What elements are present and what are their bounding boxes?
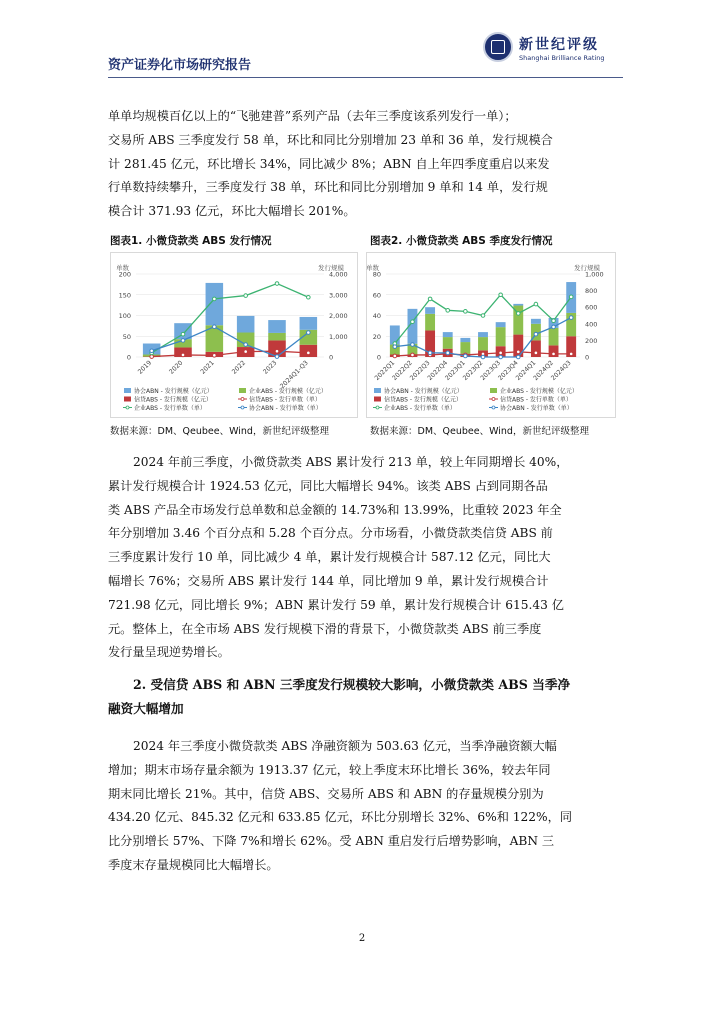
figure1-chart-svg [110, 252, 358, 418]
series-point [411, 343, 415, 347]
series-point [499, 293, 503, 297]
bar [174, 323, 192, 339]
legend-swatch [376, 406, 379, 409]
series-point [552, 319, 556, 323]
legend-label: 协会ABN - 发行单数（单） [500, 405, 573, 412]
paragraph-net-financing [108, 735, 623, 878]
bar [206, 283, 224, 325]
bar [268, 333, 286, 340]
y-axis-label: 单数 [366, 264, 379, 272]
series-point [213, 354, 217, 358]
legend-swatch [374, 397, 381, 402]
legend-swatch [490, 388, 497, 393]
text-line: 期末同比增长 21%。其中，信贷 ABS、交易所 ABS 和 ABN 的存量规模分别为 [108, 786, 544, 801]
series-point [307, 295, 311, 299]
series-point [446, 309, 450, 313]
x-tick-label: 2022Q4 [426, 359, 450, 383]
text-line: 三季度累计发行 10 单，同比减少 4 单，累计发行规模合计 587.12 亿元，同比大 [108, 550, 551, 565]
legend-label: 企业ABS - 发行单数（单） [384, 405, 456, 412]
y-tick-label: 60 [372, 291, 381, 300]
y2-tick-label: 4,000 [329, 270, 348, 279]
text-line: 单单均规模百亿以上的“飞驰建普”系列产品（去年三季度该系列发行一单）； [108, 109, 517, 123]
x-tick-label: 2019 [136, 359, 154, 376]
y2-tick-label: 3,000 [329, 291, 348, 300]
text-line: 幅增长 76%；交易所 ABS 累计发行 144 单，同比增加 9 单，累计发行规模合计 [108, 573, 549, 588]
text-line: 增加；期末市场存量余额为 1913.37 亿元，较上季度末环比增长 36%，较去年同 [108, 762, 551, 777]
series-point [569, 316, 573, 320]
series-point [411, 353, 415, 357]
legend-label: 信贷ABS - 发行规模（亿元） [134, 396, 212, 404]
y-tick-label: 80 [372, 270, 381, 279]
x-tick-label: 2024Q1-Q3 [279, 359, 310, 391]
x-tick-label: 2024Q2 [532, 359, 555, 383]
x-tick-label: 2024Q3 [549, 359, 573, 383]
text-line: 比分别增长 57%、下降 7%和增长 62%。受 ABN 重启发行后增势影响，ABN 三 [108, 834, 555, 849]
legend-label: 信贷ABS - 发行单数（单） [249, 396, 321, 404]
text-line: 2024 年三季度小微贷款类 ABS 净融资额为 503.63 亿元，当季净融资额大幅 [133, 739, 557, 753]
bar [478, 332, 488, 337]
text-line: 434.20 亿元、845.32 亿元和 633.85 亿元，环比分别增长 32%、6%和 122%，同 [108, 810, 573, 825]
y2-tick-label: 200 [585, 336, 598, 345]
report-title: 资产证券化市场研究报告 [108, 58, 252, 73]
series-point [481, 314, 485, 318]
bar [496, 327, 506, 346]
x-tick-label: 2023Q2 [461, 359, 485, 383]
series-point [393, 354, 397, 358]
x-tick-label: 2022Q1 [373, 359, 397, 383]
y2-axis-label: 发行规模 [574, 264, 600, 272]
legend-swatch [241, 406, 244, 409]
series-point [428, 351, 432, 355]
logo-english-name: Shanghai Brilliance Rating [519, 54, 605, 62]
page-number: 2 [358, 933, 366, 944]
figure2-chart [366, 252, 616, 418]
y2-axis-label: 发行规模 [318, 264, 344, 272]
bar [496, 322, 506, 327]
y-tick-label: 20 [372, 332, 381, 341]
bar [513, 304, 523, 306]
x-tick-label: 2023 [262, 359, 279, 376]
series-point [428, 297, 432, 301]
text-line: 模合计 371.93 亿元，环比大幅增长 201%。 [108, 204, 356, 219]
series-point [307, 351, 311, 355]
series-point [516, 350, 520, 354]
series-point [411, 320, 415, 324]
page-header [108, 30, 623, 76]
figure2-chart-svg [366, 252, 616, 418]
x-tick-label: 2023Q1 [444, 359, 467, 383]
x-tick-label: 2022Q2 [391, 359, 414, 383]
bar [549, 328, 559, 345]
logo-emblem-icon [483, 32, 513, 62]
y-tick-label: 100 [118, 312, 131, 320]
y-tick-label: 40 [372, 312, 381, 320]
series-point [552, 352, 556, 356]
bar [237, 316, 255, 333]
bar [300, 317, 318, 330]
y2-tick-label: 600 [585, 303, 598, 312]
text-line: 行单数持续攀升，三季度发行 38 单，环比和同比分别增加 9 单和 14 单，发行规 [108, 180, 548, 195]
series-point [534, 351, 538, 355]
bar [425, 307, 435, 314]
y2-tick-label: 1,000 [329, 332, 348, 341]
series-point [244, 343, 248, 347]
legend-swatch [492, 406, 495, 409]
series-point [275, 282, 279, 286]
series-point [393, 345, 397, 349]
text-line: 2024 年前三季度，小微贷款类 ABS 累计发行 213 单，较上年同期增长 40%， [133, 455, 569, 469]
series-point [244, 294, 248, 298]
legend-swatch [374, 388, 381, 393]
bar [460, 342, 470, 354]
figure2-source: 数据来源：DM、Qeubee、Wind，新世纪评级整理 [370, 426, 589, 437]
y-tick-label: 0 [126, 353, 131, 362]
y2-tick-label: 0 [585, 353, 590, 362]
bar [443, 332, 453, 337]
legend-label: 企业ABS - 发行规模（亿元） [500, 388, 578, 395]
series-point [534, 332, 538, 336]
y2-tick-label: 1,000 [585, 270, 604, 279]
series-point [569, 295, 573, 299]
section-heading-line: 融资大幅增加 [108, 701, 184, 716]
bar [268, 320, 286, 333]
legend-label: 协会ABN - 发行单数（单） [249, 405, 322, 412]
x-tick-label: 2023Q3 [479, 359, 503, 383]
series-point [534, 302, 538, 306]
series-point [499, 355, 503, 359]
y-axis-label: 单数 [116, 264, 129, 272]
series-point [552, 325, 556, 329]
y2-tick-label: 2,000 [329, 312, 348, 320]
legend-label: 企业ABS - 发行单数（单） [134, 405, 206, 412]
series-point [275, 355, 279, 359]
figure1-chart [110, 252, 358, 418]
bar [425, 314, 435, 331]
figure1-title: 图表1. 小微贷款类 ABS 发行情况 [110, 235, 272, 247]
figure2-title: 图表2. 小微贷款类 ABS 季度发行情况 [370, 235, 553, 247]
series-point [275, 349, 279, 353]
text-line: 年分别增加 3.46 个百分点和 5.28 个百分点。分市场看，小微贷款类信贷 ABS 前 [108, 526, 553, 541]
y2-tick-label: 800 [585, 287, 598, 296]
text-line: 交易所 ABS 三季度发行 58 单，环比和同比分别增加 23 单和 36 单，发行规模合 [108, 132, 553, 147]
series-point [181, 332, 185, 336]
series-point [307, 331, 311, 335]
legend-swatch [126, 406, 129, 409]
text-line: 类 ABS 产品全市场发行总单数和总金额的 14.73%和 13.99%，比重较 2023 年全 [108, 502, 562, 517]
legend-label: 企业ABS - 发行规模（亿元） [249, 388, 327, 395]
series-point [213, 297, 217, 301]
y2-tick-label: 400 [585, 320, 598, 329]
series-point [213, 325, 217, 329]
bar [460, 338, 470, 342]
legend-swatch [124, 388, 131, 393]
legend-swatch [492, 398, 495, 401]
series-point [464, 354, 468, 358]
y-tick-label: 200 [118, 270, 131, 279]
header-divider [108, 77, 623, 78]
logo-chinese-name: 新世纪评级 [519, 37, 599, 53]
section-heading [108, 673, 623, 721]
y-tick-label: 0 [376, 353, 381, 362]
series-point [150, 355, 154, 359]
y-tick-label: 50 [122, 332, 131, 341]
text-line: 721.98 亿元，同比增长 9%；ABN 累计发行 59 单，累计发行规模合计 615.43 亿 [108, 597, 564, 612]
y2-tick-label: 0 [329, 353, 334, 362]
intro-paragraph [108, 105, 623, 224]
figure1-source: 数据来源：DM、Qeubee、Wind，新世纪评级整理 [110, 426, 329, 437]
x-tick-label: 2022Q3 [408, 359, 432, 383]
series-point [481, 355, 485, 359]
series-point [464, 310, 468, 314]
series-point [516, 312, 520, 316]
legend-label: 信贷ABS - 发行单数（单） [500, 396, 572, 404]
section-heading-line: 2. 受信贷 ABS 和 ABN 三季度发行规模较大影响，小微贷款类 ABS 当季净 [133, 677, 571, 692]
legend-swatch [124, 397, 131, 402]
x-tick-label: 2020 [168, 359, 185, 376]
brand-logo [483, 30, 623, 70]
series-point [244, 350, 248, 354]
series-point [181, 353, 185, 357]
x-tick-label: 2023Q4 [497, 359, 520, 383]
text-line: 计 281.45 亿元，环比增长 34%，同比减少 8%；ABN 自上年四季度重启以来发 [108, 156, 550, 171]
text-line: 累计发行规模合计 1924.53 亿元，同比大幅增长 94%。该类 ABS 占到同期各品 [108, 478, 548, 493]
paragraph-cumulative-issuance [108, 451, 623, 665]
bar [443, 337, 453, 349]
series-point [499, 351, 503, 355]
legend-label: 信贷ABS - 发行规模（亿元） [384, 396, 462, 404]
series-point [181, 339, 185, 343]
x-tick-label: 2021 [199, 359, 216, 376]
legend-label: 协会ABN - 发行规模（亿元） [134, 388, 213, 395]
x-tick-label: 2022 [230, 359, 248, 376]
series-point [569, 352, 573, 356]
legend-swatch [241, 398, 244, 401]
series-point [516, 355, 520, 359]
series-point [150, 349, 154, 353]
bar [478, 337, 488, 350]
legend-swatch [239, 388, 246, 393]
y-tick-label: 150 [118, 291, 131, 300]
x-tick-label: 2024Q1 [514, 359, 538, 383]
text-line: 发行量呈现逆势增长。 [108, 645, 230, 660]
bar [531, 319, 541, 324]
text-line: 元。整体上，在全市场 ABS 发行规模下滑的背景下，小微贷款类 ABS 前三季度 [108, 621, 542, 636]
legend-label: 协会ABN - 发行规模（亿元） [384, 388, 463, 395]
text-line: 季度末存量规模同比大幅增长。 [108, 857, 279, 872]
series-point [446, 351, 450, 355]
